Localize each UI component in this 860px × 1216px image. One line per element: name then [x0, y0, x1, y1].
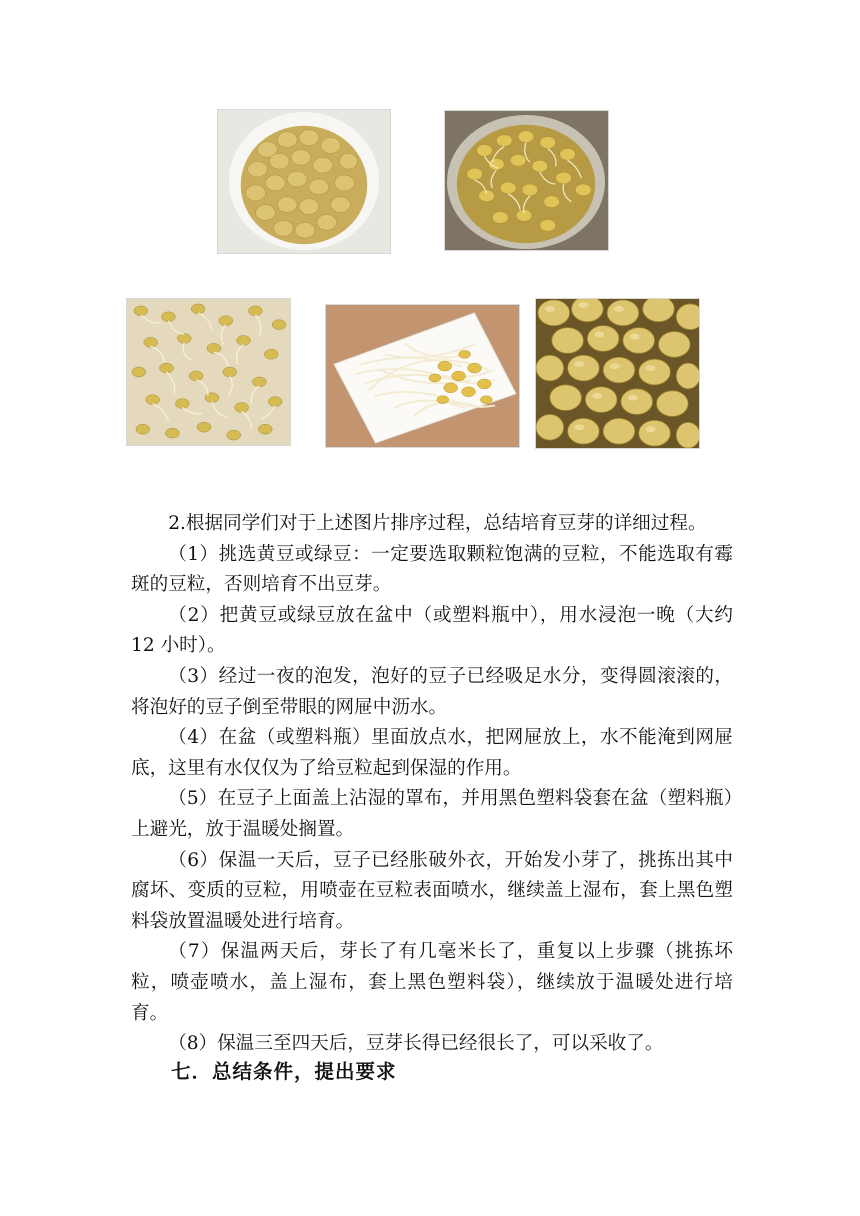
step-2: （2）把黄豆或绿豆放在盆中（或塑料瓶中），用水浸泡一晚（大约 12 小时）。 [131, 604, 733, 657]
section-heading: 七．总结条件，提出要求 [171, 1060, 397, 1083]
soaked-soybeans-photo [217, 109, 391, 254]
step-5: （5）在豆子上面盖上沾湿的罩布，并用黑色塑料袋套在盆（塑料瓶）上避光，放于温暖处搁置。 [131, 788, 733, 840]
step-3: （3）经过一夜的泡发，泡好的豆子已经吸足水分，变得圆滚滚的，将泡好的豆子倒至带眼的网屉中沥水。 [131, 665, 733, 718]
step-1: （1）挑选黄豆或绿豆：一定要选取颗粒饱满的豆粒，不能选取有霉斑的豆粒，否则培育不出豆芽。 [131, 543, 733, 596]
procedure-text [131, 509, 733, 1060]
bean-sprouts-pile-photo [126, 298, 291, 446]
step-8: （8）保温三至四天后，豆芽长得已经很长了，可以采收了。 [168, 1033, 664, 1055]
sprouting-soybeans-photo [444, 110, 609, 251]
swollen-soybeans-photo [535, 298, 700, 449]
step-6: （6）保温一天后，豆子已经胀破外衣，开始发小芽了，挑拣出其中腐坏、变质的豆粒，用喷壶在豆粒表面喷水，继续盖上湿布，套上黑色塑料袋放置温暖处进行培育。 [131, 849, 733, 932]
intro-paragraph: 2.根据同学们对于上述图片排序过程，总结培育豆芽的详细过程。 [168, 513, 707, 534]
step-4: （4）在盆（或塑料瓶）里面放点水，把网屉放上，水不能淹到网屉底，这里有水仅仅为了给豆粒起到保湿的作用。 [131, 727, 733, 779]
bean-sprouts-plate-photo [325, 304, 520, 448]
step-7: （7）保温两天后，芽长了有几毫米长了，重复以上步骤（挑拣坏粒，喷壶喷水，盖上湿布，套上黑色塑料袋），继续放于温暖处进行培育。 [131, 941, 733, 1024]
